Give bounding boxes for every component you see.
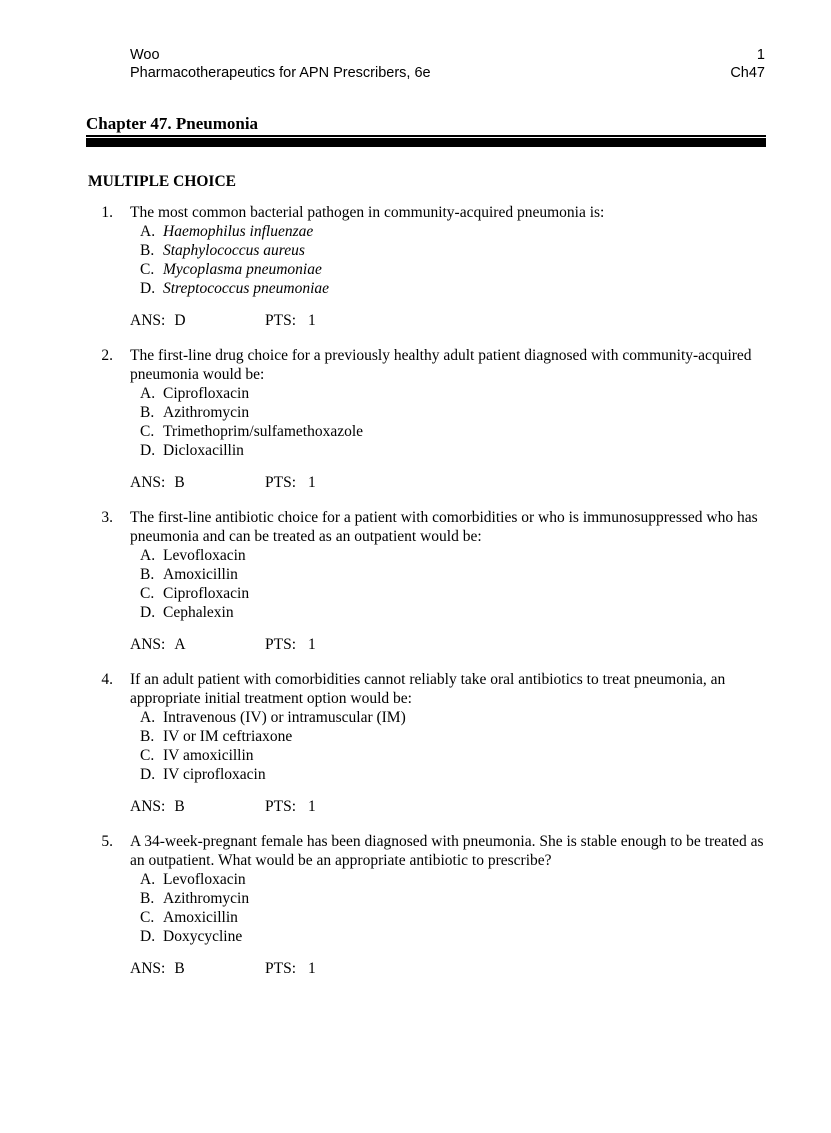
choice-text: Staphylococcus aureus [163,242,305,259]
question [88,832,771,978]
question-number: 4. [101,671,113,688]
choice-text: Amoxicillin [163,566,238,583]
question-body [130,670,765,816]
question-text: The first-line antibiotic choice for a patient with comorbidities or who is immunosuppressed who has pneumonia and can be treated as an outpatient would be: [130,509,758,545]
choice-text: Cephalexin [163,604,234,621]
pts-value: 1 [308,636,316,653]
ans-label: ANS: [130,636,166,653]
choice [130,241,765,260]
choice-text: IV or IM ceftriaxone [163,728,293,745]
choice-letter: D. [140,280,156,297]
choice-letter: D. [140,442,156,459]
question [88,346,771,492]
choice-list [130,222,765,298]
choice [130,746,765,765]
question-number: 5. [101,833,113,850]
choice-text: IV amoxicillin [163,747,254,764]
header-right [730,46,765,82]
choice-letter: B. [140,728,155,745]
choice-list [130,708,765,784]
ans-value: B [174,798,185,815]
answer-row [130,473,765,492]
question-body [130,346,765,492]
pts-label: PTS: [265,636,297,653]
choice-letter: B. [140,404,155,421]
question [88,508,771,654]
answer-row [130,959,765,978]
question-body [130,832,765,978]
choice-text: Haemophilus influenzae [163,223,314,240]
choice-letter: D. [140,604,156,621]
choice [130,403,765,422]
choice-text: Mycoplasma pneumoniae [163,261,322,278]
chapter-title: Chapter 47. Pneumonia [86,115,766,137]
ans-value: A [174,636,186,653]
choice [130,384,765,403]
choice-text: Amoxicillin [163,909,238,926]
pts-value: 1 [308,312,316,329]
choice-text: Dicloxacillin [163,442,244,459]
choice-letter: C. [140,909,155,926]
choice [130,889,765,908]
choice-letter: B. [140,242,155,259]
choice-text: Azithromycin [163,404,250,421]
page-number: 1 [756,47,765,63]
author-line: Woo [130,47,160,63]
choice [130,927,765,946]
choice [130,584,765,603]
choice [130,441,765,460]
answer-row [130,311,765,330]
pts-label: PTS: [265,474,297,491]
choice [130,708,765,727]
question-number: 3. [101,509,113,526]
ans-value: B [174,474,185,491]
choice-letter: C. [140,423,155,440]
choice-letter: C. [140,261,155,278]
answer-pair [130,311,265,330]
document-page [0,46,831,1133]
choice [130,765,765,784]
choice-text: Streptococcus pneumoniae [163,280,330,297]
choice-letter: B. [140,890,155,907]
choice [130,260,765,279]
choice-letter: B. [140,566,155,583]
question-body [130,508,765,654]
ans-label: ANS: [130,312,166,329]
pts-label: PTS: [265,960,297,977]
choice-list [130,546,765,622]
page-header [130,46,765,82]
choice-text: IV ciprofloxacin [163,766,266,783]
choice [130,546,765,565]
ans-value: D [174,312,186,329]
choice [130,222,765,241]
choice-text: Trimethoprim/sulfamethoxazole [163,423,364,440]
choice-text: Levofloxacin [163,547,246,564]
choice-text: Azithromycin [163,890,250,907]
chapter-rule [86,138,766,147]
choice-text: Intravenous (IV) or intramuscular (IM) [163,709,406,726]
ans-label: ANS: [130,798,166,815]
choice-text: Ciprofloxacin [163,385,250,402]
choice [130,565,765,584]
question-body [130,203,765,330]
chapter-ref: Ch47 [730,65,765,81]
pts-value: 1 [308,474,316,491]
pts-value: 1 [308,798,316,815]
pts-value: 1 [308,960,316,977]
answer-pair [130,797,265,816]
section-heading: MULTIPLE CHOICE [88,173,236,190]
pts-label: PTS: [265,798,297,815]
choice-letter: D. [140,766,156,783]
header-left [130,46,431,82]
choice-letter: A. [140,547,156,564]
answer-pair [130,635,265,654]
ans-label: ANS: [130,960,166,977]
choice [130,603,765,622]
choice-letter: A. [140,385,156,402]
question [88,670,771,816]
choice-letter: C. [140,747,155,764]
answer-pair [130,959,265,978]
chapter-heading-block [86,115,766,147]
choice-text: Levofloxacin [163,871,246,888]
choice-letter: D. [140,928,156,945]
choice [130,422,765,441]
question [88,203,771,330]
question-number: 1. [101,204,113,221]
choice-list [130,384,765,460]
ans-label: ANS: [130,474,166,491]
choice-text: Ciprofloxacin [163,585,250,602]
answer-pair [130,473,265,492]
question-number: 2. [101,347,113,364]
choice-letter: A. [140,223,156,240]
choice-letter: A. [140,871,156,888]
question-text: The first-line drug choice for a previously healthy adult patient diagnosed with community-acquired pneumonia would be: [130,347,752,383]
pts-label: PTS: [265,312,297,329]
question-text: The most common bacterial pathogen in community-acquired pneumonia is: [130,204,605,221]
question-text: A 34-week-pregnant female has been diagnosed with pneumonia. She is stable enough to be treated as an outpatient. What would be an appropriate antibiotic to prescribe? [130,833,764,869]
answer-row [130,635,765,654]
choice-letter: C. [140,585,155,602]
answer-row [130,797,765,816]
choice-list [130,870,765,946]
choice-letter: A. [140,709,156,726]
ans-value: B [174,960,185,977]
choice [130,870,765,889]
choice [130,908,765,927]
choice-text: Doxycycline [163,928,243,945]
choice [130,279,765,298]
book-title: Pharmacotherapeutics for APN Prescribers, 6e [130,65,431,81]
question-text: If an adult patient with comorbidities cannot reliably take oral antibiotics to treat pneumonia, an appropriate initial treatment option would be: [130,671,726,707]
choice [130,727,765,746]
question-list [88,203,771,978]
